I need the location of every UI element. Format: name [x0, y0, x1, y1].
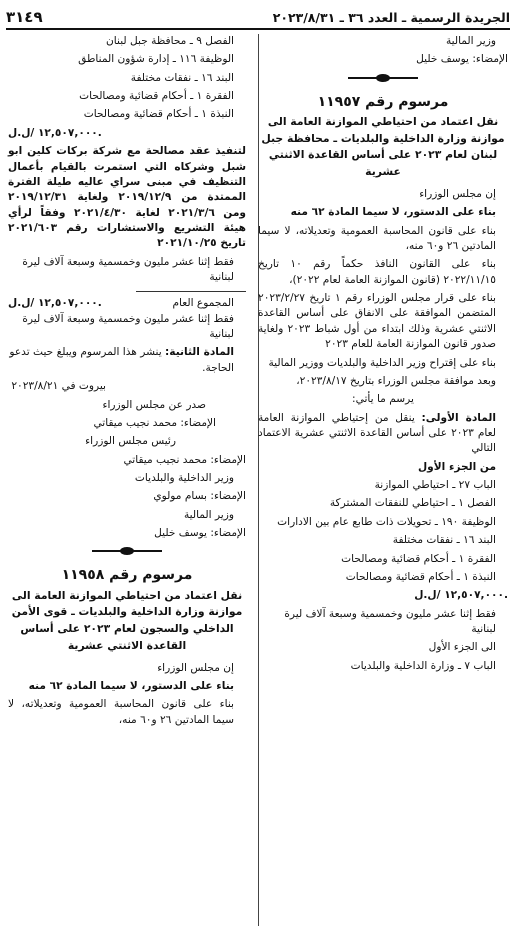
budget-line: الوظيفة ١١٦ ـ إدارة شؤون المناطق	[78, 53, 234, 66]
recital: بناء على قانون المحاسبة العمومية وتعديلاته، لا سيما المادتين ٢٦ و٦٠ منه،	[258, 224, 496, 253]
recital: وبعد موافقة مجلس الوزراء بتاريخ ٢٠٢٣/٨/١٧،	[296, 374, 496, 387]
preamble: إن مجلس الوزراء	[419, 187, 496, 200]
amount: ١٢,٥٠٧,٠٠٠ /ل.ل.	[8, 126, 102, 139]
budget-line: البند ١٦ ـ نفقات مختلفة	[130, 71, 234, 84]
decree-number: مرسوم رقم ١١٩٥٧	[317, 93, 449, 110]
signature-line: الإمضاء: محمد نجيب ميقاتي	[123, 453, 246, 466]
budget-line: الفقرة ١ ـ أحكام قضائية ومصالحات	[341, 552, 496, 565]
budget-line: النبذة ١ ـ أحكام قضائية ومصالحات	[345, 570, 496, 583]
total-row	[8, 296, 246, 311]
section-separator	[92, 547, 162, 555]
section-separator	[348, 74, 418, 82]
signature-line: وزير المالية	[183, 508, 234, 521]
article-text: ينشر هذا المرسوم ويبلغ حيث تدعو الحاجة.	[9, 346, 234, 374]
signature-name: الإمضاء: يوسف خليل	[416, 53, 508, 66]
article-label: المادة الثانية:	[165, 346, 234, 359]
right-column	[258, 34, 508, 677]
page-header	[6, 6, 510, 30]
signature-line: الإمضاء: بسام مولوي	[153, 490, 246, 503]
total-rule	[136, 291, 246, 292]
amount-words: فقط إثنا عشر مليون وخمسمية وسبعة آلاف ليرة لبنانية	[22, 255, 234, 284]
signature-line: رئيس مجلس الوزراء	[85, 435, 176, 448]
budget-line: الفصل ١ ـ احتياطي للنفقات المشتركة	[329, 497, 496, 510]
amount-words: فقط إثنا عشر مليون وخمسمية وسبعة آلاف ليرة لبنانية	[22, 312, 234, 341]
part-heading: من الجزء الأول	[417, 460, 496, 473]
decree-title: نقل اعتماد من احتياطي الموازنة العامة الى موازنة وزارة الداخلية والبلديات ـ محافظة جبل لبنان لعام ٢٠٢٣ على أساس القاعدة الاثنتي عشرية	[261, 115, 505, 179]
budget-line: الوظيفة ١٩٠ ـ تحويلات ذات طابع عام بين الادارات	[277, 515, 496, 528]
place-date: بيروت في ٢٠٢٣/٨/٢١	[11, 380, 106, 393]
left-column	[8, 34, 246, 731]
signature-line: الإمضاء: يوسف خليل	[154, 527, 246, 540]
page-number: ٣١٤٩	[6, 8, 43, 26]
recital: بناء على القانون النافذ حكماً رقم ١٠ تاريخ ٢٠٢٢/١١/١٥ (قانون الموازنة العامة لعام ٢٠٢٢)،	[258, 258, 496, 286]
amount: ١٢,٥٠٧,٠٠٠ /ل.ل.	[414, 589, 508, 602]
purpose-text: لتنفيذ عقد مصالحة مع شركة بركات كلين ابو شبل وشركاه التي استمرت بالقيام بأعمال التنظيف في مبنى سراي عاليه طيلة الفترة الممتدة من ٢٠١٩/١٢/٩ ولغاية ٢٠١٩/١٢/٣١ ومن ٢٠٢١/٣/٦ لغاية ٢٠٢١/٤/٣٠ وفقاً لرأي هيئة التشريع والاستشارات رقم ٢٠٢١/٦٠٣ تاريخ ٢٠٢١/١٠/٢٥	[8, 145, 246, 250]
budget-line: الباب ٧ ـ وزارة الداخلية والبلديات	[350, 659, 496, 672]
article-1	[258, 411, 508, 457]
article-label: المادة الأولى:	[421, 411, 496, 424]
decree-title: نقل اعتماد من احتياطي الموازنة العامة الى موازنة وزارة الداخلية والبلديات ـ قوى الأمن الداخلي والسجون لعام ٢٠٢٣ على أساس القاعدة الاثنتي عشرية	[11, 588, 243, 652]
signature-line: صدر عن مجلس الوزراء	[102, 398, 206, 411]
recital: بناء على قرار مجلس الوزراء رقم ١ تاريخ ٢٠٢٣/٢/٢٧ المتضمن الموافقة على الانفاق على أساس القاعدة الاثنتي عشرية وذلك ابتداء من أول شباط ٢٠٢٣ ولغاية صدور قانون الموازنة العامة للعام ٢٠٢٣	[258, 292, 496, 351]
budget-line: البند ١٦ ـ نفقات مختلفة	[392, 534, 496, 547]
signature-title: وزير المالية	[445, 35, 496, 47]
article-text: ينقل من إحتياطي الموازنة العامة لعام ٢٠٢٣ على أساس القاعدة الاثنتي عشرية الاعتماد التالي	[258, 411, 496, 455]
recital: بناء على الدستور، لا سيما المادة ٦٢ منه	[28, 680, 234, 693]
gazette-title: الجريدة الرسمية ـ العدد ٣٦ ـ ٢٠٢٣/٨/٣١	[272, 9, 510, 25]
signature-line: وزير الداخلية والبلديات	[134, 471, 234, 484]
preamble: إن مجلس الوزراء	[157, 661, 234, 674]
article-2	[8, 345, 246, 376]
amount-words: فقط إثنا عشر مليون وخمسمية وسبعة آلاف ليرة لبنانية	[284, 607, 496, 635]
signature-line: الإمضاء: محمد نجيب ميقاتي	[93, 416, 216, 429]
recital: بناء على الدستور، لا سيما المادة ٦٢ منه	[290, 206, 496, 219]
budget-line: الفقرة ١ ـ أحكام قضائية ومصالحات	[79, 90, 234, 103]
recital: بناء على إقتراح وزير الداخلية والبلديات ووزير المالية	[268, 356, 496, 369]
budget-line: النبذة ١ ـ أحكام قضائية ومصالحات	[83, 108, 234, 121]
total-amount: ١٢,٥٠٧,٠٠٠ /ل.ل.	[8, 297, 102, 310]
total-label: المجموع العام	[172, 297, 234, 310]
budget-line: الباب ٢٧ ـ احتياطي الموازنة	[374, 479, 496, 492]
part-heading: الى الجزء الأول	[428, 641, 496, 654]
decree-formula: يرسم ما يأتي:	[352, 393, 414, 406]
budget-line: الفصل ٩ ـ محافظة جبل لبنان	[106, 35, 234, 47]
decree-number: مرسوم رقم ١١٩٥٨	[61, 567, 193, 584]
recital: بناء على قانون المحاسبة العمومية وتعديلاته، لا سيما المادتين ٢٦ و٦٠ منه،	[8, 698, 234, 726]
